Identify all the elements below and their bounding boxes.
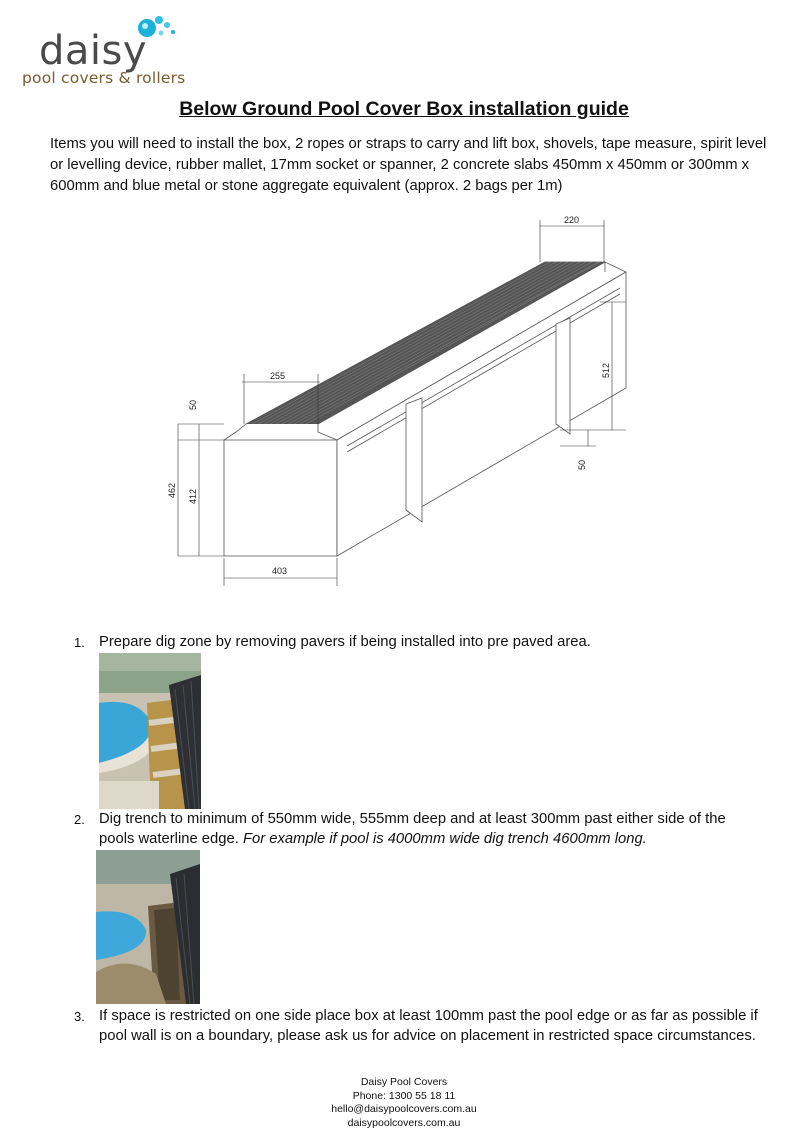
step-text: If space is restricted on one side place box at least 100mm past the pool edge or as far as possible if pool wall is on a boundary, please ask us for advice on placement in restricted space circumstances. — [99, 1008, 758, 1044]
company-logo — [22, 14, 192, 90]
dim-top-width: 220 — [564, 215, 580, 225]
intro-paragraph: Items you will need to install the box, 2 ropes or straps to carry and lift box, shovels, tape measure, spirit level or levelling device, rubber mallet, 17mm socket or spanner, 2 concrete slabs 450mm x 450mm or 300mm x 600mm and blue metal or stone aggregate equivalent (approx. 2 bags per 1m) — [50, 136, 767, 194]
step-text — [99, 809, 764, 849]
dim-base-width: 403 — [272, 566, 288, 576]
step-number: 2. — [74, 812, 85, 827]
dim-side-height: 512 — [601, 362, 611, 378]
step-number: 1. — [74, 635, 85, 650]
step-text-main: Dig trench to minimum of 550mm wide, 555mm deep and at least 300mm past either side of the pools waterline edge. — [99, 811, 726, 847]
dim-inner-height: 412 — [188, 488, 198, 504]
logo-brand-text: daisy — [39, 28, 148, 74]
footer-phone: Phone: 1300 55 18 11 — [352, 1089, 456, 1102]
step-number: 3. — [74, 1009, 85, 1024]
footer-website[interactable]: daisypoolcovers.com.au — [347, 1116, 461, 1129]
step-text: Prepare dig zone by removing pavers if being installed into pre paved area. — [99, 634, 591, 650]
photo-dig-zone — [99, 653, 201, 809]
footer — [0, 1076, 808, 1130]
page-title: Below Ground Pool Cover Box installation guide — [179, 98, 629, 120]
step-text-example: For example if pool is 4000mm wide dig trench 4600mm long. — [242, 831, 647, 847]
dim-side-lip: 50 — [577, 459, 587, 470]
cover-box-diagram — [150, 206, 650, 616]
footer-company: Daisy Pool Covers — [360, 1076, 448, 1088]
dim-opening-width: 255 — [270, 371, 286, 381]
dim-total-height: 462 — [167, 482, 177, 498]
footer-email[interactable]: hello@daisypoolcovers.com.au — [331, 1103, 477, 1115]
logo-tagline: pool covers & rollers — [22, 69, 186, 87]
photo-dug-trench — [96, 850, 200, 1004]
dim-lip-height: 50 — [188, 399, 198, 410]
